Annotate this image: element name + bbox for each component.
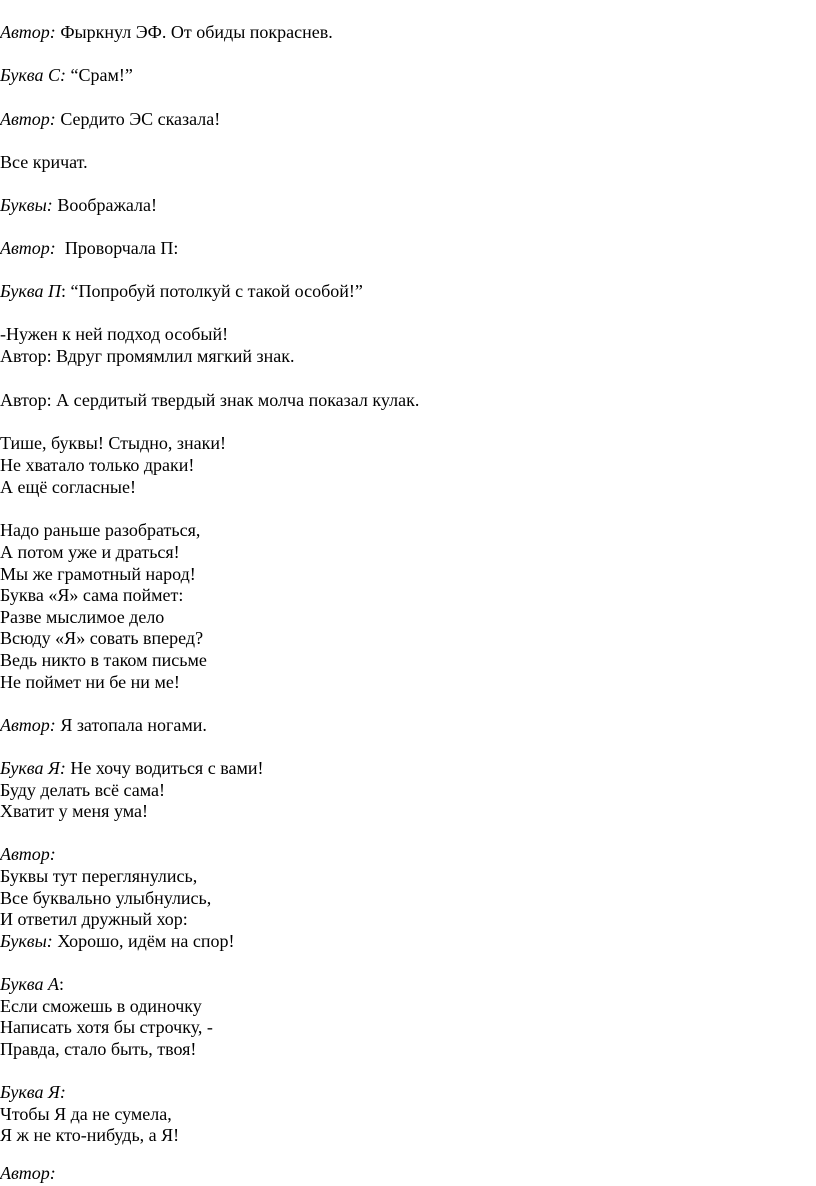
line-text: -Нужен к ней подход особый!	[0, 324, 229, 344]
speaker-label: Буква Я:	[0, 1082, 66, 1102]
line-text: Я ж не кто-нибудь, а Я!	[0, 1125, 180, 1145]
line-text: А ещё согласные!	[0, 477, 136, 497]
line-text: И ответил дружный хор:	[0, 909, 188, 929]
line-37	[0, 1124, 179, 1146]
line-27	[0, 865, 197, 887]
line-23	[0, 757, 263, 779]
line-1	[0, 21, 333, 43]
line-31	[0, 973, 64, 995]
line-text: :	[59, 974, 65, 994]
line-6	[0, 237, 178, 259]
line-text: Фыркнул ЭФ. От обиды покраснев.	[55, 22, 333, 42]
line-text: Разве мыслимое дело	[0, 607, 165, 627]
line-25	[0, 800, 148, 822]
line-11	[0, 432, 226, 454]
line-text: Ведь никто в таком письме	[0, 650, 207, 670]
speaker-label: Буква П	[0, 281, 61, 301]
line-text: Проворчала П:	[55, 238, 179, 258]
speaker-label: Буквы:	[0, 931, 53, 951]
line-36	[0, 1103, 172, 1125]
speaker-label: Автор:	[0, 22, 56, 42]
line-text: Сердито ЭС сказала!	[55, 109, 221, 129]
line-19	[0, 627, 203, 649]
line-22	[0, 714, 207, 736]
speaker-label: Автор:	[0, 109, 56, 129]
line-35	[0, 1081, 66, 1103]
line-18	[0, 606, 164, 628]
speaker-label: Автор:	[0, 1163, 56, 1183]
line-24	[0, 779, 165, 801]
line-text: Всюду «Я» совать вперед?	[0, 628, 204, 648]
line-28	[0, 887, 211, 909]
line-12	[0, 454, 194, 476]
line-text: : “Попробуй потолкуй с такой особой!”	[61, 281, 363, 301]
line-text: А потом уже и драться!	[0, 542, 180, 562]
line-text: Все буквально улыбнулись,	[0, 888, 212, 908]
line-text: Буквы тут переглянулись,	[0, 866, 198, 886]
line-30	[0, 930, 234, 952]
line-text: Буду делать всё сама!	[0, 780, 165, 800]
line-16	[0, 563, 196, 585]
line-4	[0, 151, 88, 173]
line-text: Надо раньше разобраться,	[0, 520, 201, 540]
line-text: Все кричат.	[0, 152, 88, 172]
line-34	[0, 1038, 196, 1060]
line-text: Мы же грамотный народ!	[0, 564, 196, 584]
line-13	[0, 476, 136, 498]
speaker-label: Автор:	[0, 238, 56, 258]
line-text: Не поймет ни бе ни ме!	[0, 672, 180, 692]
line-2	[0, 64, 133, 86]
line-text: Чтобы Я да не сумела,	[0, 1104, 172, 1124]
line-text: Хорошо, идём на спор!	[52, 931, 235, 951]
line-14	[0, 519, 200, 541]
line-9	[0, 345, 295, 367]
line-text: Я затопала ногами.	[55, 715, 207, 735]
line-text: Автор: А сердитый твердый знак молча показал кулак.	[0, 390, 420, 410]
speaker-label: Буквы:	[0, 195, 53, 215]
speaker-label: Автор:	[0, 715, 56, 735]
line-text: Хватит у меня ума!	[0, 801, 148, 821]
line-text: Если сможешь в одиночку	[0, 996, 202, 1016]
line-text: Буква «Я» сама поймет:	[0, 585, 184, 605]
line-29	[0, 908, 188, 930]
line-21	[0, 671, 180, 693]
speaker-label: Буква С:	[0, 65, 66, 85]
speaker-label: Автор:	[0, 844, 56, 864]
line-32	[0, 995, 202, 1017]
line-38	[0, 1162, 56, 1184]
line-text: Тише, буквы! Стыдно, знаки!	[0, 433, 226, 453]
line-text: Воображала!	[52, 195, 158, 215]
line-5	[0, 194, 157, 216]
line-15	[0, 541, 180, 563]
line-8	[0, 323, 228, 345]
line-text: Написать хотя бы строчку, -	[0, 1017, 213, 1037]
line-text: “Срам!”	[66, 65, 133, 85]
line-20	[0, 649, 207, 671]
line-3	[0, 108, 220, 130]
speaker-label: Буква А	[0, 974, 59, 994]
line-7	[0, 280, 363, 302]
line-10	[0, 389, 419, 411]
line-26	[0, 843, 56, 865]
line-text: Автор: Вдруг промямлил мягкий знак.	[0, 346, 295, 366]
speaker-label: Буква Я:	[0, 758, 66, 778]
line-17	[0, 584, 183, 606]
line-33	[0, 1016, 213, 1038]
line-text: Не хватало только драки!	[0, 455, 195, 475]
line-text: Не хочу водиться с вами!	[65, 758, 264, 778]
line-text: Правда, стало быть, твоя!	[0, 1039, 197, 1059]
